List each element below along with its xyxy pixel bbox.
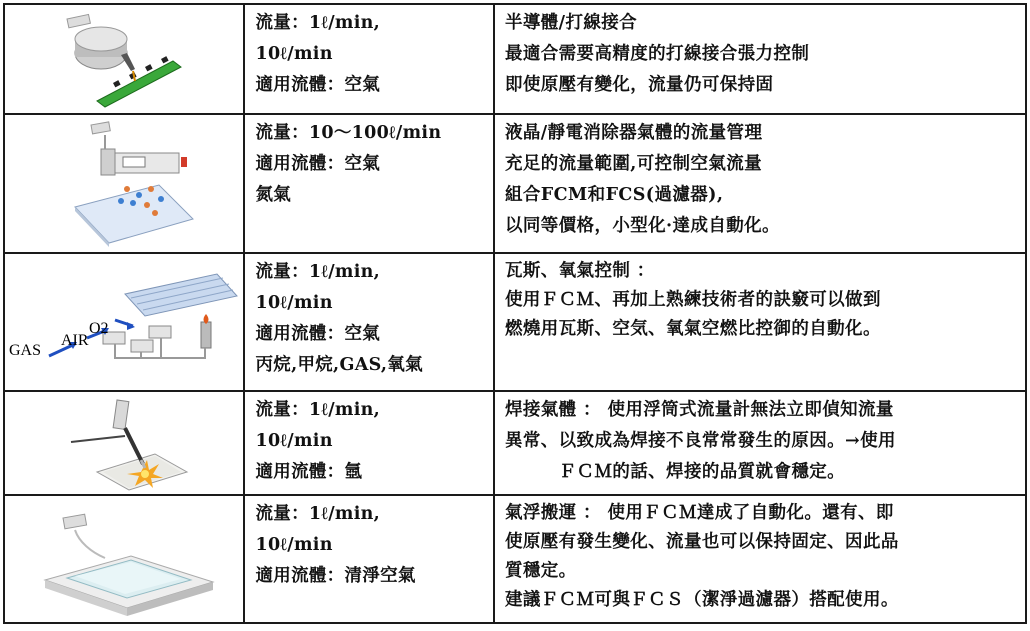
static-eliminator-illustration xyxy=(5,115,241,250)
application-line: 半導體/打線接合 xyxy=(504,13,638,33)
application-line: 使原壓有發生變化、流量也可以保持固定、因此品 xyxy=(504,532,899,552)
application-line: 異常、以致成為焊接不良常常發生的原因。→使用 xyxy=(504,431,896,451)
burner-gas-mixing-illustration xyxy=(5,254,241,388)
application-cell xyxy=(494,495,1026,623)
table-row xyxy=(4,495,1026,623)
application-line: 氣浮搬運 ： 使用ＦＣＭ達成了自動化。還有、即 xyxy=(504,503,894,523)
flow-spec-cell xyxy=(244,4,493,114)
flow-spec-cell xyxy=(244,114,493,253)
flow-spec-cell xyxy=(244,391,493,495)
picture-cell xyxy=(4,391,244,495)
picture-cell xyxy=(4,114,244,253)
flow-line: 流量：1ℓ/min, xyxy=(255,262,381,282)
picture-cell xyxy=(4,253,244,391)
air-float-transport-illustration xyxy=(5,496,241,620)
application-line: 即使原壓有變化，流量仍可保持固 xyxy=(504,75,774,95)
picture-cell xyxy=(4,4,244,114)
flow-line: 適用流體：清淨空氣 xyxy=(255,566,416,586)
table-row xyxy=(4,114,1026,253)
application-cell xyxy=(494,391,1026,495)
flow-spec-cell xyxy=(244,495,493,623)
application-line: 建議ＦＣＭ可與ＦＣＳ（潔淨過濾器）搭配使用。 xyxy=(504,590,899,610)
o2-label: O2 xyxy=(89,320,109,337)
application-cell xyxy=(494,4,1026,114)
flow-line: 流量：1ℓ/min, xyxy=(255,400,381,420)
application-line: ＦＣＭ的話、焊接的品質就會穩定。 xyxy=(504,462,846,482)
application-line: 質穩定。 xyxy=(504,561,577,581)
gas-label: GAS xyxy=(9,342,42,359)
flow-line: 適用流體：空氣 xyxy=(255,324,381,344)
application-line: 充足的流量範圍,可控制空氣流量 xyxy=(504,154,763,174)
wire-bonding-machine-illustration xyxy=(5,5,241,111)
application-line: 液晶/靜電消除器氣體的流量管理 xyxy=(504,123,763,143)
application-line: 最適合需要高精度的打線接合張力控制 xyxy=(504,44,810,64)
application-line: 以同等價格，小型化·達成自動化。 xyxy=(504,216,780,236)
application-line: 燃燒用瓦斯、空気、氧氣空燃比控御的自動化。 xyxy=(504,319,881,339)
flow-line: 流量：1ℓ/min, xyxy=(255,13,381,33)
flow-line: 10ℓ/min xyxy=(255,431,333,451)
flow-line: 丙烷,甲烷,GAS,氧氣 xyxy=(255,355,423,375)
air-label: AIR xyxy=(61,332,89,349)
flow-line: 10ℓ/min xyxy=(255,293,333,313)
flow-line: 氮氣 xyxy=(255,185,292,205)
table-row xyxy=(4,253,1026,391)
flow-spec-cell xyxy=(244,253,493,391)
application-cell xyxy=(494,253,1026,391)
flow-line: 流量：10～100ℓ/min xyxy=(255,123,442,143)
application-line: 組合FCM和FCS(過濾器), xyxy=(504,185,724,205)
flow-line: 適用流體：空氣 xyxy=(255,154,381,174)
application-line: 使用ＦＣＭ、再加上熟練技術者的訣竅可以做到 xyxy=(504,290,881,310)
flow-line: 適用流體：氬 xyxy=(255,462,363,482)
picture-cell xyxy=(4,495,244,623)
table-row xyxy=(4,391,1026,495)
application-cell xyxy=(494,114,1026,253)
flow-line: 適用流體：空氣 xyxy=(255,75,381,95)
table-row xyxy=(4,4,1026,114)
application-line: 焊接氣體 ： 使用浮筒式流量計無法立即偵知流量 xyxy=(504,400,894,420)
welding-torch-illustration xyxy=(5,392,241,492)
application-table xyxy=(3,3,1027,624)
flow-line: 10ℓ/min xyxy=(255,44,333,64)
flow-line: 流量：1ℓ/min, xyxy=(255,504,381,524)
flow-line: 10ℓ/min xyxy=(255,535,333,555)
application-line: 瓦斯、氧氣控制 ： xyxy=(504,261,655,281)
